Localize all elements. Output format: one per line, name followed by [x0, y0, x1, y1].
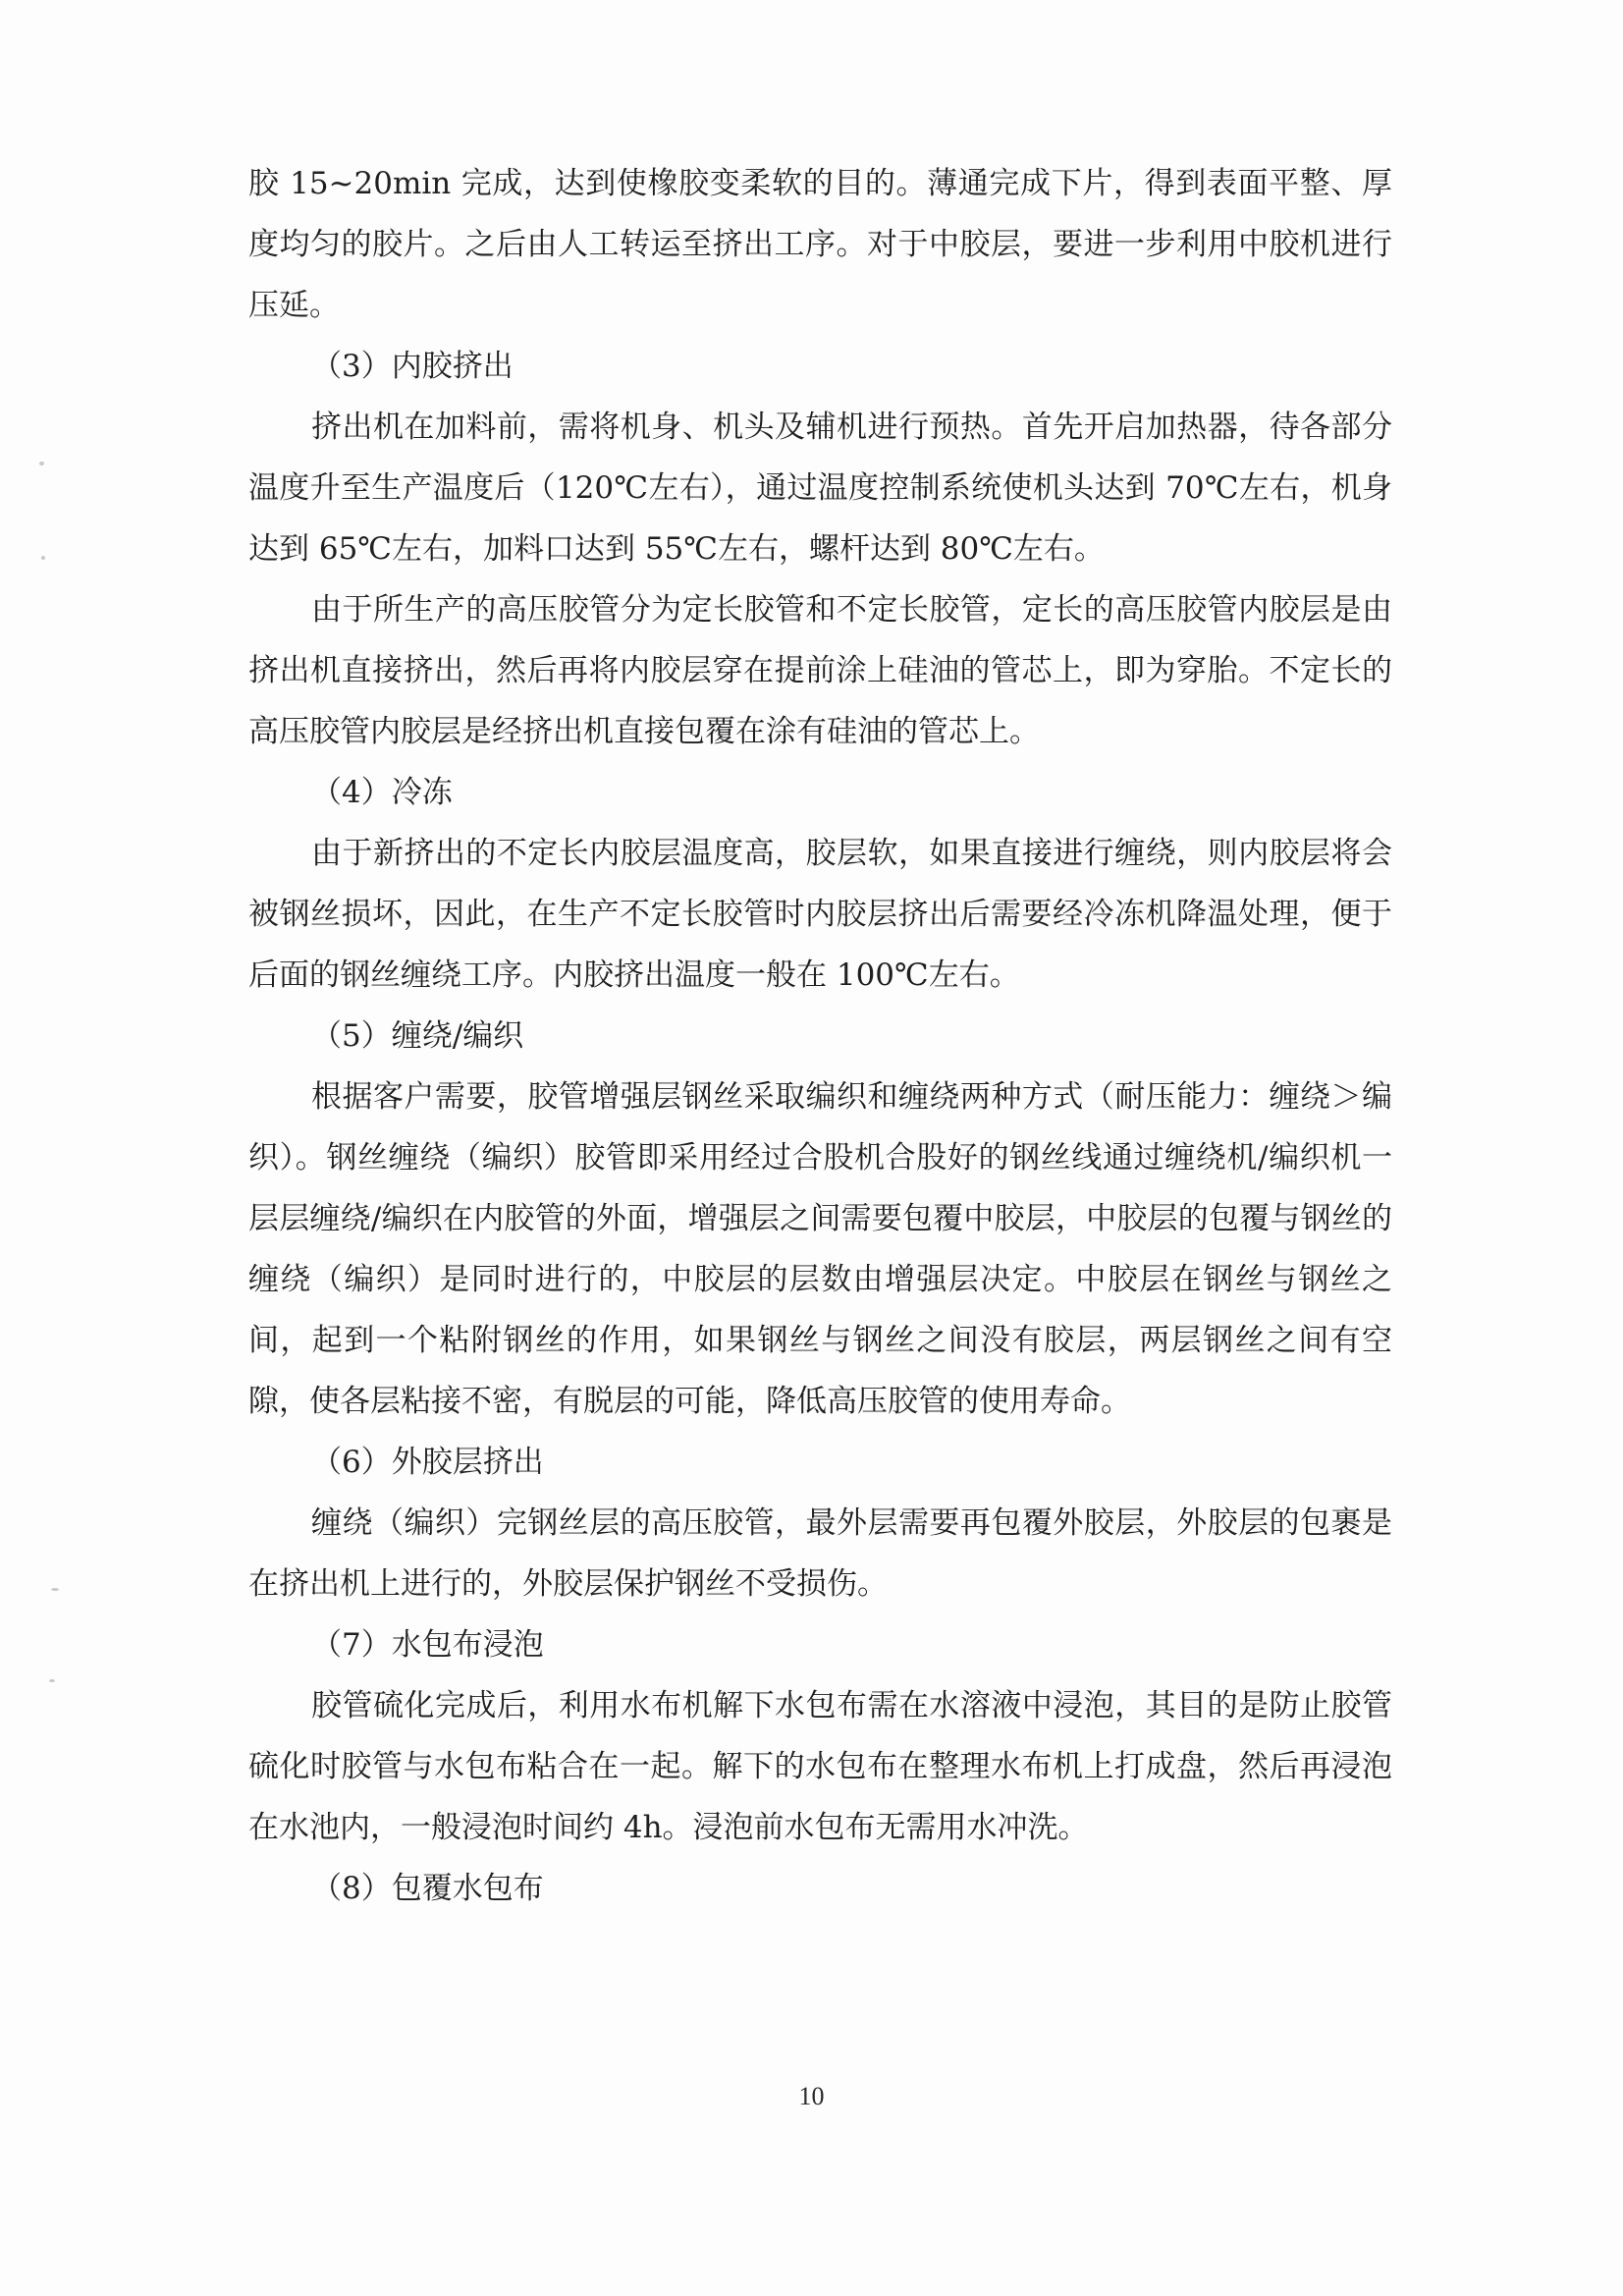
- section-heading-4: （4）冷冻: [311, 775, 453, 810]
- section-heading-5: （5）缠绕/编织: [311, 1018, 524, 1054]
- paragraph-6: 缠绕（编织）完钢丝层的高压胶管，最外层需要再包覆外胶层，外胶层的包裹是在挤出机上进行的，外胶层保护钢丝不受损伤。: [248, 1505, 1392, 1602]
- paragraph-4: 由于新挤出的不定长内胶层温度高，胶层软，如果直接进行缠绕，则内胶层将会被钢丝损坏，因此，在生产不定长胶管时内胶层挤出后需要经冷冻机降温处理，便于后面的钢丝缠绕工序。内胶挤出温度一般在 100℃左右。: [248, 836, 1392, 993]
- section-heading-6: （6）外胶层挤出: [311, 1445, 544, 1480]
- paragraph-1: 胶 15~20min 完成，达到使橡胶变柔软的目的。薄通完成下片，得到表面平整、厚度均匀的胶片。之后由人工转运至挤出工序。对于中胶层，要进一步利用中胶机进行压延。: [248, 166, 1392, 323]
- section-heading-7: （7）水包布浸泡: [311, 1627, 544, 1663]
- paragraph-2: 挤出机在加料前，需将机身、机头及辅机进行预热。首先开启加热器，待各部分温度升至生产温度后（120℃左右），通过温度控制系统使机头达到 70℃左右，机身达到 65℃左右，加料口达到 55℃左右，螺杆达到 80℃左右。: [248, 410, 1392, 567]
- body-text: [248, 153, 1392, 1919]
- scan-speck: [41, 556, 45, 560]
- scan-speck: [51, 1588, 59, 1591]
- page-number: 10: [798, 2082, 825, 2110]
- scan-speck: [49, 1679, 55, 1682]
- section-heading-3: （3）内胶挤出: [311, 349, 514, 384]
- paragraph-7: 胶管硫化完成后，利用水布机解下水包布需在水溶液中浸泡，其目的是防止胶管硫化时胶管与水包布粘合在一起。解下的水包布在整理水布机上打成盘，然后再浸泡在水池内，一般浸泡时间约 4h。浸泡前水包布无需用水冲洗。: [248, 1688, 1392, 1845]
- section-heading-8: （8）包覆水包布: [311, 1871, 544, 1906]
- paragraph-3: 由于所生产的高压胶管分为定长胶管和不定长胶管，定长的高压胶管内胶层是由挤出机直接挤出，然后再将内胶层穿在提前涂上硅油的管芯上，即为穿胎。不定长的高压胶管内胶层是经挤出机直接包覆在涂有硅油的管芯上。: [248, 592, 1392, 749]
- paragraph-5: 根据客户需要，胶管增强层钢丝采取编织和缠绕两种方式（耐压能力：缠绕＞编织）。钢丝缠绕（编织）胶管即采用经过合股机合股好的钢丝线通过缠绕机/编织机一层层缠绕/编织在内胶管的外面，增强层之间需要包覆中胶层，中胶层的包覆与钢丝的缠绕（编织）是同时进行的，中胶层的层数由增强层决定。中胶层在钢丝与钢丝之间，起到一个粘附钢丝的作用，如果钢丝与钢丝之间没有胶层，两层钢丝之间有空隙，使各层粘接不密，有脱层的可能，降低高压胶管的使用寿命。: [248, 1079, 1392, 1419]
- scan-speck: [39, 462, 44, 465]
